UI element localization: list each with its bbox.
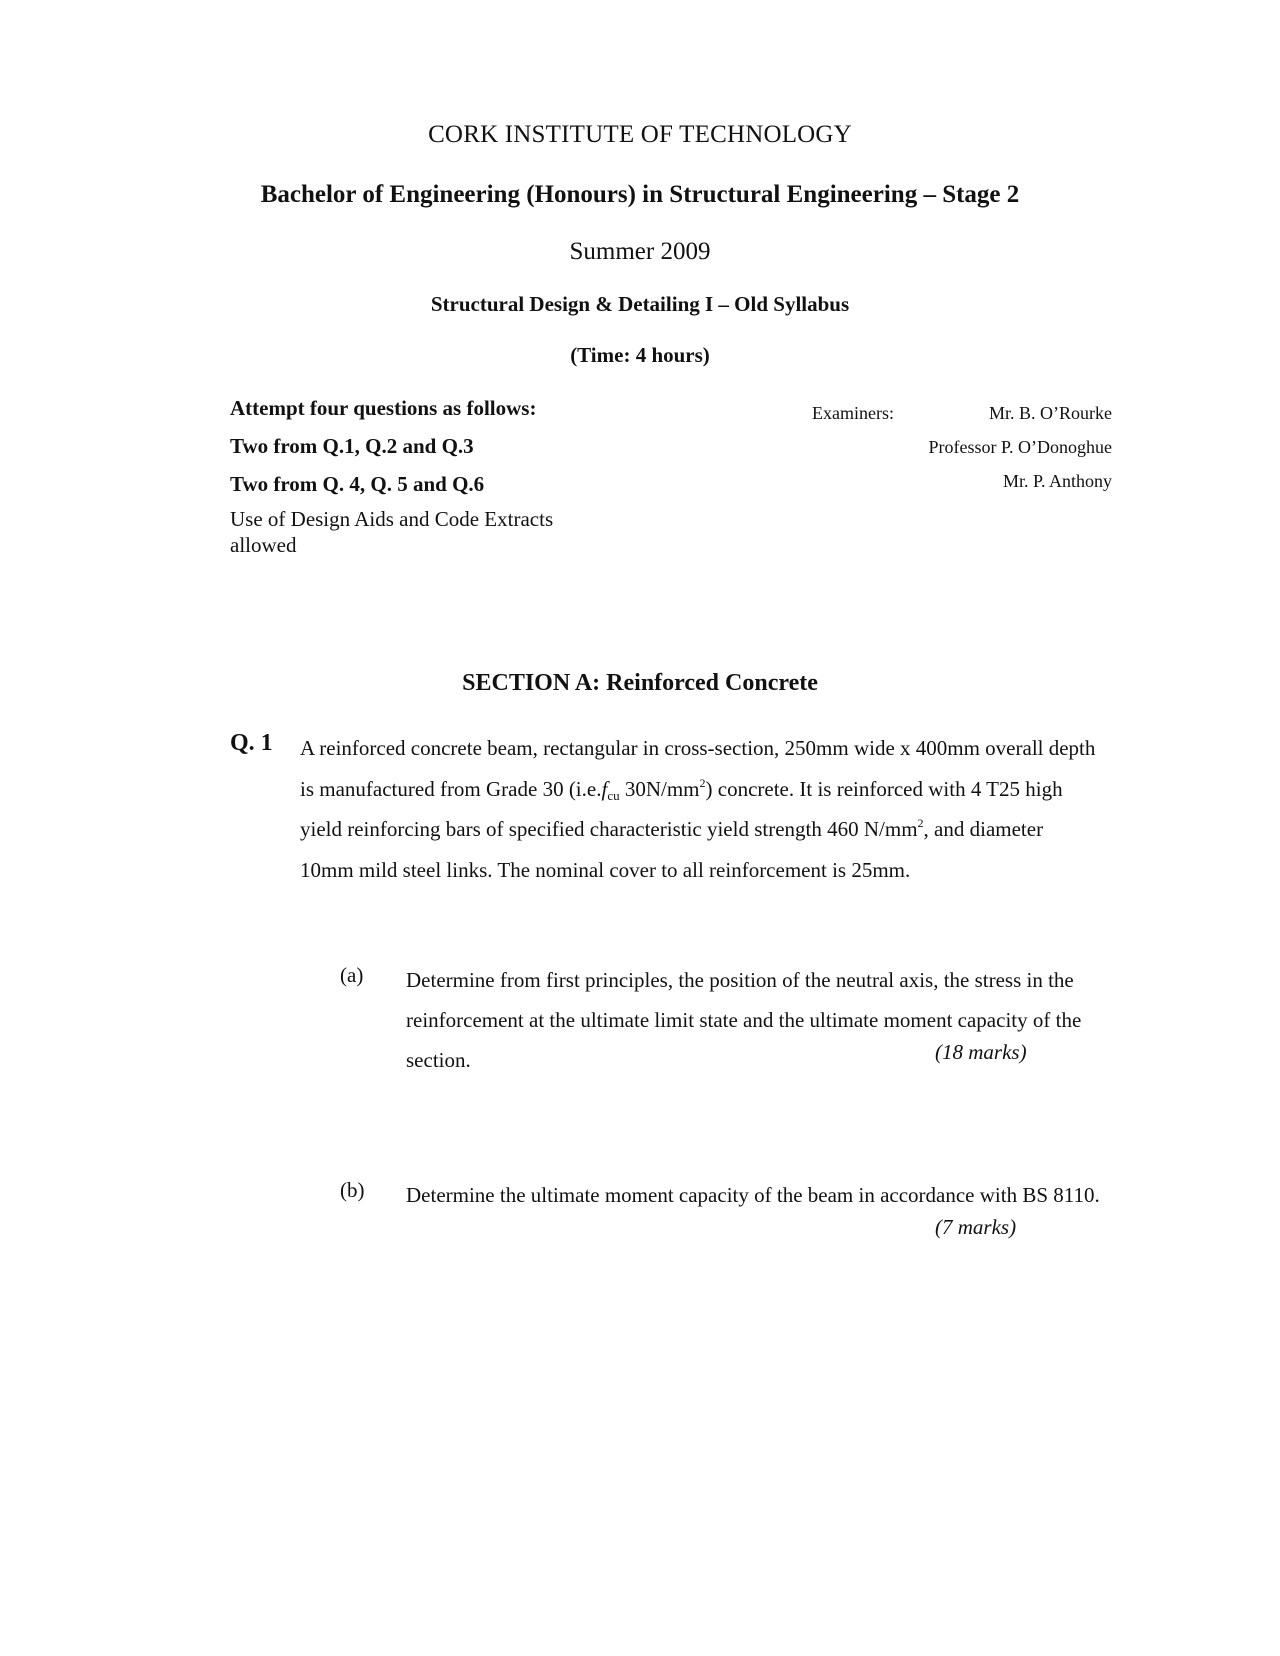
question-text: [300, 728, 1100, 890]
examiner-name: Mr. P. Anthony: [1002, 471, 1112, 491]
examiner-name: Mr. B. O’Rourke: [989, 403, 1112, 423]
instruction-line: Two from Q.1, Q.2 and Q.3: [230, 434, 474, 458]
symbol-subscript: cu: [607, 787, 620, 803]
part-label: (b): [340, 1178, 365, 1202]
symbol-f: f: [601, 776, 608, 801]
section-title: SECTION A: Reinforced Concrete: [462, 670, 818, 696]
programme-title: Bachelor of Engineering (Honours) in Structural Engineering – Stage 2: [260, 181, 1020, 208]
design-aids-note: Use of Design Aids and Code Extracts allowed: [230, 507, 554, 557]
examiner-name: Professor P. O’Donoghue: [928, 437, 1112, 457]
question-text-part: ) concrete. It is reinforced with 4 T25 high yield reinforcing bars of specified characteristic yield strength 460 N/mm: [300, 776, 1063, 841]
examiners-label: Examiners:: [812, 403, 894, 423]
superscript: 2: [917, 816, 924, 830]
marks: (7 marks): [935, 1215, 1017, 1239]
institution-name: CORK INSTITUTE OF TECHNOLOGY: [428, 121, 852, 148]
examiners-block: [812, 403, 1112, 505]
instruction-line: Two from Q. 4, Q. 5 and Q.6: [230, 472, 485, 496]
marks: (18 marks): [935, 1040, 1027, 1064]
question-number: Q. 1: [230, 730, 273, 756]
question-text-part: 30N/mm: [619, 776, 700, 801]
part-label: (a): [340, 963, 364, 987]
question-text-part: , and diameter 10mm mild steel links. The nominal cover to all reinforcement is 25mm.: [300, 817, 1044, 882]
exam-duration: (Time: 4 hours): [570, 343, 710, 367]
exam-session: Summer 2009: [569, 238, 711, 265]
question-text-part: A reinforced concrete beam, rectangular in cross-section, 250mm wide x 400mm overall depth is manufactured from Grade 30 (i.e.: [300, 736, 1096, 801]
instructions: [230, 389, 630, 558]
part-text: Determine the ultimate moment capacity of the beam in accordance with BS 8110.: [406, 1183, 1100, 1207]
instruction-line: Attempt four questions as follows:: [230, 396, 537, 420]
module-title: Structural Design & Detailing I – Old Syllabus: [430, 292, 850, 316]
part-text: Determine from first principles, the position of the neutral axis, the stress in the reinforcement at the ultimate limit state and the ultimate moment capacity of the section.: [406, 968, 1082, 1072]
superscript: 2: [699, 775, 706, 790]
